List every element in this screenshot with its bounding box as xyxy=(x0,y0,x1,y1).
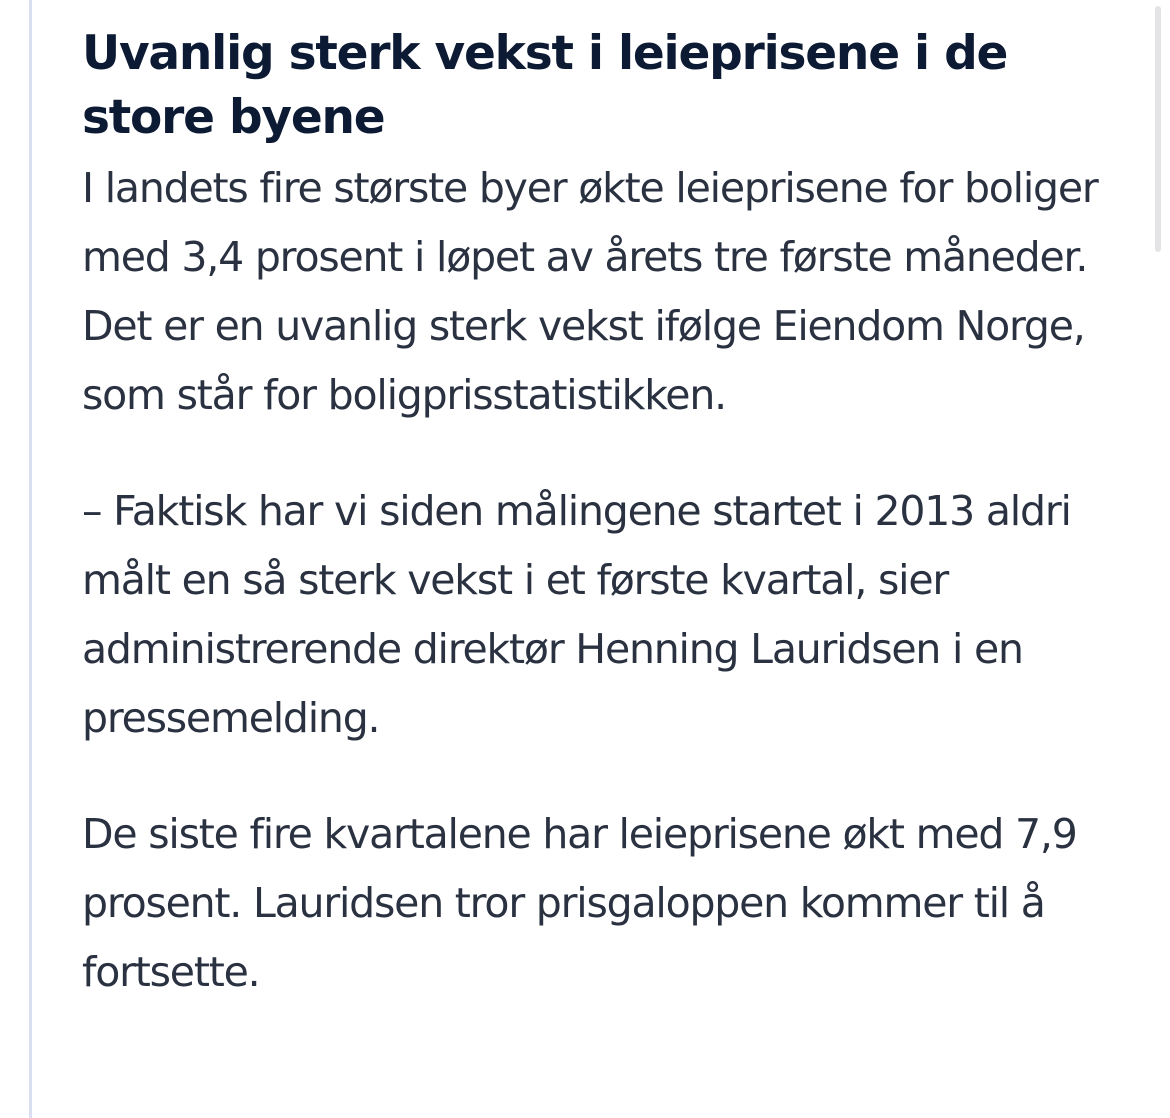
timeline-rule xyxy=(29,0,32,1118)
article-paragraph-3: De siste fire kvartalene har leieprisene økt med 7,9 prosent. Lauridsen tror prisgaloppen kommer til å fortsette. xyxy=(82,810,1077,996)
article-body xyxy=(82,22,1152,1007)
article-headline: Uvanlig sterk vekst i leieprisene i de store byene xyxy=(82,26,1008,145)
article-paragraph-2: – Faktisk har vi siden målingene startet i 2013 aldri målt en så sterk vekst i et første kvartal, sier administrerende direktør Henning Lauridsen i en pressemelding. xyxy=(82,487,1071,742)
scrollbar-thumb[interactable] xyxy=(1155,6,1161,252)
article-paragraph-1: I landets fire største byer økte leieprisene for boliger med 3,4 prosent i løpet av årets tre første måneder. Det er en uvanlig sterk vekst ifølge Eiendom Norge, som står for boligprisstatistikken. xyxy=(82,164,1098,419)
